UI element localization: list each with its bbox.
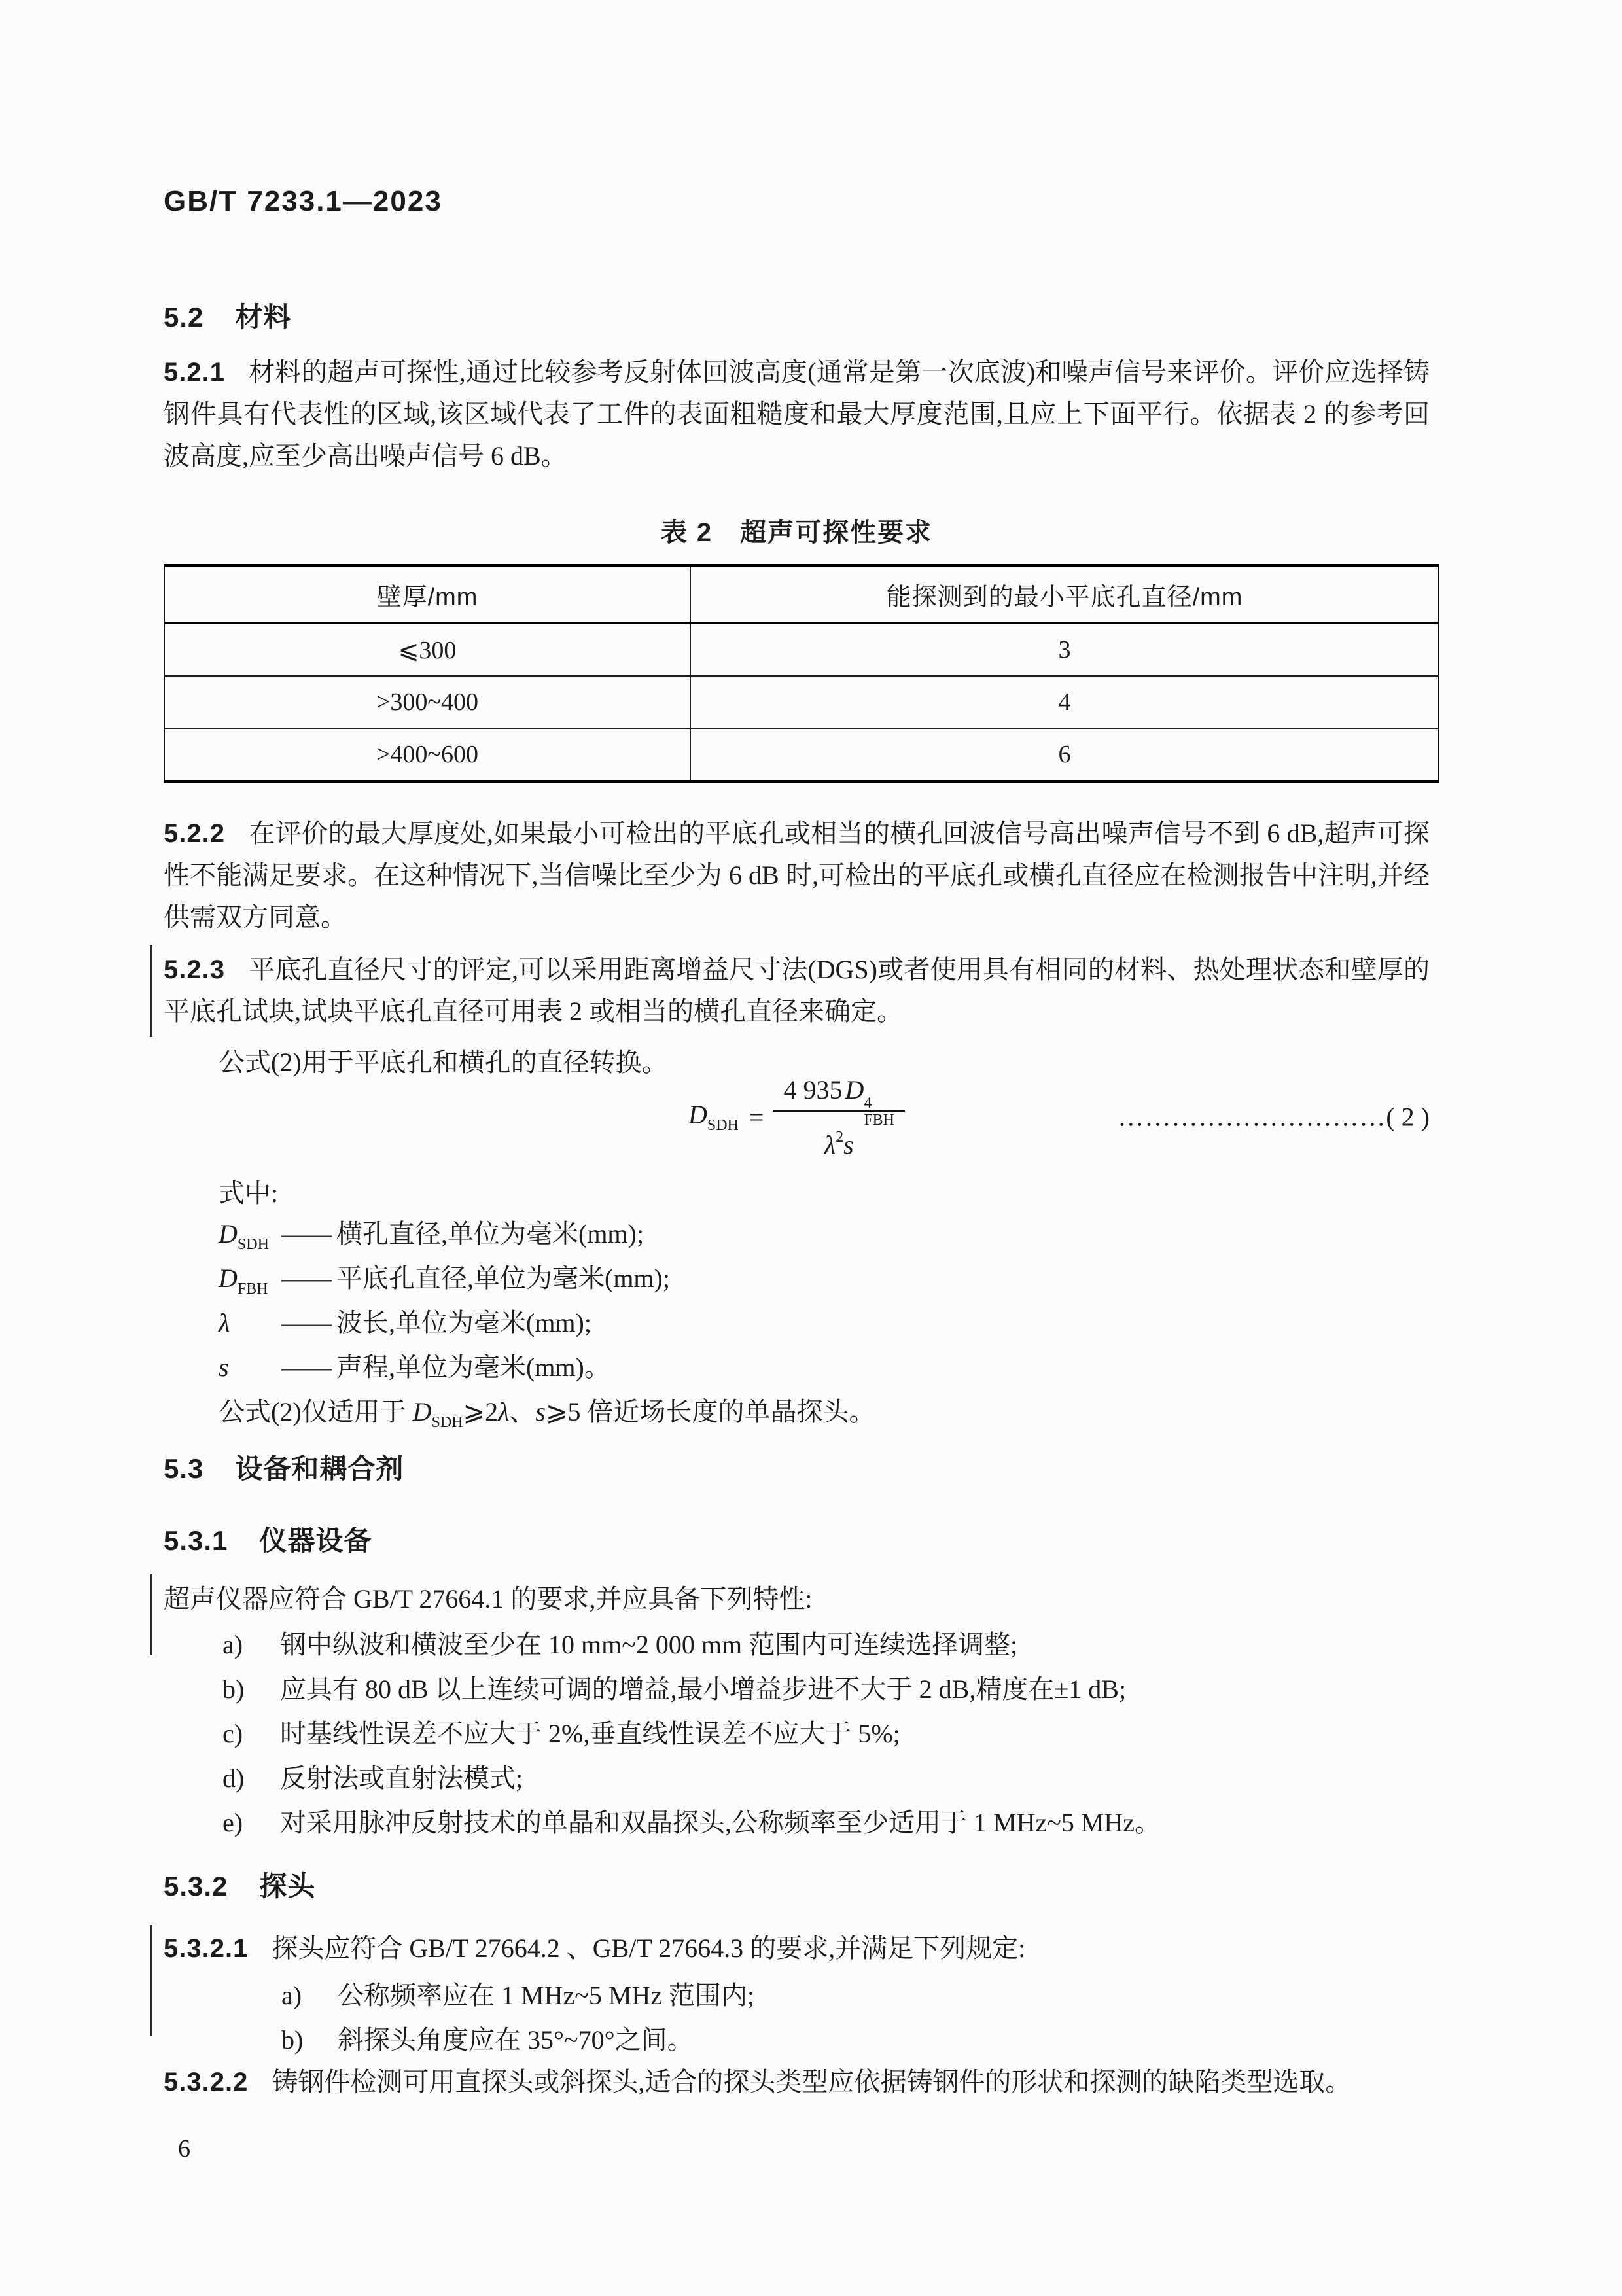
table-row xyxy=(164,728,1439,782)
section-heading-5-2 xyxy=(164,296,1430,335)
table-row xyxy=(164,623,1439,676)
section-heading-5-3 xyxy=(164,1447,1430,1487)
definition-row xyxy=(219,1345,1430,1390)
table-cell: 4 xyxy=(690,676,1439,728)
definition-text: 平底孔直径,单位为毫米(mm); xyxy=(336,1263,670,1293)
definition-row xyxy=(219,1256,1430,1301)
change-bar xyxy=(150,945,152,1037)
fraction-denominator: $\lambda^2s$ xyxy=(824,1128,854,1159)
section-number: 5.2 xyxy=(164,302,204,332)
clause-text: 铸钢件检测可用直探头或斜探头,适合的探头类型应依据铸钢件的形状和探测的缺陷类型选取。 xyxy=(272,2067,1352,2096)
list-item-text: 时基线性误差不应大于 2%,垂直线性误差不应大于 5%; xyxy=(280,1719,900,1748)
definition-term: $D_{FBH}$ xyxy=(219,1263,268,1298)
table-cell: >300~400 xyxy=(164,676,690,728)
list-item-text: 公称频率应在 1 MHz~5 MHz 范围内; xyxy=(338,1981,755,2010)
change-bar xyxy=(150,1925,152,2036)
ultrasonic-detectability-table xyxy=(164,564,1439,783)
fraction xyxy=(773,1074,905,1160)
list-item-text: 钢中纵波和横波至少在 10 mm~2 000 mm 范围内可连续选择调整; xyxy=(280,1630,1018,1659)
list-item-text: 对采用脉冲反射技术的单晶和双晶探头,公称频率至少适用于 1 MHz~5 MHz。 xyxy=(280,1808,1161,1837)
list-item xyxy=(281,1973,1430,2018)
table-cell: 6 xyxy=(690,728,1439,782)
definition-dash: —— xyxy=(281,1308,330,1337)
list-item-text: 应具有 80 dB 以上连续可调的增益,最小增益步进不大于 2 dB,精度在±1 dB; xyxy=(280,1674,1127,1704)
formula-intro: 公式(2)用于平底孔和横孔的直径转换。 xyxy=(219,1048,668,1077)
list-item-marker: c) xyxy=(222,1719,243,1748)
definition-dash: —— xyxy=(281,1352,330,1382)
definition-term: $D_{SDH}$ xyxy=(219,1219,269,1253)
clause-text: 平底孔直径尺寸的评定,可以采用距离增益尺寸法(DGS)或者使用具有相同的材料、热处理状态和壁厚的平底孔试块,试块平底孔直径可用表 2 或相当的横孔直径来确定。 xyxy=(164,955,1430,1026)
section-number: 5.3 xyxy=(164,1453,204,1484)
definition-term: s xyxy=(219,1352,229,1382)
list-item-marker: a) xyxy=(222,1630,243,1659)
formula-lhs: $D_{SDH}$ xyxy=(688,1100,739,1134)
list-item-marker: a) xyxy=(281,1981,302,2010)
page-number: 6 xyxy=(178,2135,190,2163)
list-item-marker: b) xyxy=(281,2025,304,2055)
clause-number: 5.3.2.1 xyxy=(164,1934,249,1963)
paragraph-5-3-2-1 xyxy=(164,1928,1430,1969)
section-title: 探头 xyxy=(259,1871,316,1901)
leader-dots: ………………………… xyxy=(1118,1102,1386,1132)
definition-row xyxy=(219,1212,1430,1256)
list-item xyxy=(222,1667,1430,1712)
table-header-row xyxy=(164,565,1439,623)
table-cell: 3 xyxy=(690,623,1439,676)
definition-text: 波长,单位为毫米(mm); xyxy=(336,1308,591,1337)
definition-term: λ xyxy=(219,1308,230,1337)
clause-number: 5.2.1 xyxy=(164,358,225,387)
clause-text: 在评价的最大厚度处,如果最小可检出的平底孔或相当的横孔回波信号高出噪声信号不到 6 dB,超声可探性不能满足要求。在这种情况下,当信噪比至少为 6 dB 时,可检出的平底孔或横孔直径应在检测报告中注明,并经供需双方同意。 xyxy=(164,819,1430,932)
table-row xyxy=(164,676,1439,728)
fraction-numerator: 4 935 D 4 FBH xyxy=(773,1075,905,1112)
clause-number: 5.2.2 xyxy=(164,819,225,848)
paragraph-5-2-3 xyxy=(164,949,1430,1033)
instrument-feature-list xyxy=(164,1623,1430,1845)
section-heading-5-3-1 xyxy=(164,1519,1430,1559)
table-cell: >400~600 xyxy=(164,728,690,782)
formula-2 xyxy=(164,1074,1430,1159)
section-title: 材料 xyxy=(235,302,292,332)
list-item-marker: d) xyxy=(222,1763,245,1793)
clause-text: 探头应符合 GB/T 27664.2 、GB/T 27664.3 的要求,并满足下列规定: xyxy=(272,1934,1026,1963)
clause-text: 材料的超声可探性,通过比较参考反射体回波高度(通常是第一次底波)和噪声信号来评价。评价应选择铸钢件具有代表性的区域,该区域代表了工件的表面粗糙度和最大厚度范围,且应上下面平行。依据表 2 的参考回波高度,应至少高出噪声信号 6 dB。 xyxy=(164,357,1430,470)
change-bar xyxy=(150,1574,152,1655)
list-item xyxy=(222,1756,1430,1801)
paragraph-5-3-2-2 xyxy=(164,2061,1430,2103)
formula-applicability-note: 公式(2)仅适用于 $D_{SDH}⩾2\lambda$、s⩾5 倍近场长度的单晶探头。 xyxy=(219,1397,875,1431)
where-label: 式中: xyxy=(219,1178,279,1208)
list-item xyxy=(222,1801,1430,1845)
table-caption: 表 2 超声可探性要求 xyxy=(660,518,933,547)
doc-standard-number: GB/T 7233.1—2023 xyxy=(164,185,442,217)
list-item-marker: e) xyxy=(222,1808,243,1837)
formula-expression xyxy=(688,1074,905,1160)
list-item xyxy=(281,2018,1430,2062)
clause-number: 5.3.2.2 xyxy=(164,2068,249,2096)
section-number: 5.3.1 xyxy=(164,1525,228,1556)
section-number: 5.3.2 xyxy=(164,1871,228,1901)
column-header-wall-thickness: 壁厚/mm xyxy=(164,565,690,623)
definition-dash: —— xyxy=(281,1219,330,1248)
list-item-text: 斜探头角度应在 35°~70°之间。 xyxy=(338,2025,694,2055)
definition-text: 声程,单位为毫米(mm)。 xyxy=(336,1352,610,1382)
section-heading-5-3-2 xyxy=(164,1865,1430,1904)
list-item xyxy=(222,1712,1430,1756)
symbol-definitions xyxy=(164,1212,1430,1390)
list-item-text: 反射法或直射法模式; xyxy=(280,1763,523,1793)
probe-requirement-list xyxy=(164,1973,1430,2062)
column-header-min-fbh-diameter: 能探测到的最小平底孔直径/mm xyxy=(690,565,1439,623)
paragraph-5-2-2 xyxy=(164,813,1430,938)
formula-number: ………………………… ( 2 ) xyxy=(1118,1102,1430,1132)
section-title: 仪器设备 xyxy=(259,1525,372,1556)
paragraph-5-3-1-intro: 超声仪器应符合 GB/T 27664.1 的要求,并应具备下列特性: xyxy=(164,1584,813,1614)
clause-number: 5.2.3 xyxy=(164,955,225,984)
list-item-marker: b) xyxy=(222,1674,245,1704)
paragraph-5-2-1 xyxy=(164,351,1430,477)
equals-sign: = xyxy=(749,1102,764,1132)
definition-row xyxy=(219,1301,1430,1345)
section-title: 设备和耦合剂 xyxy=(235,1453,404,1484)
definition-text: 横孔直径,单位为毫米(mm); xyxy=(336,1219,644,1248)
definition-dash: —— xyxy=(281,1263,330,1293)
table-cell: ⩽300 xyxy=(164,623,690,676)
list-item xyxy=(222,1623,1430,1667)
